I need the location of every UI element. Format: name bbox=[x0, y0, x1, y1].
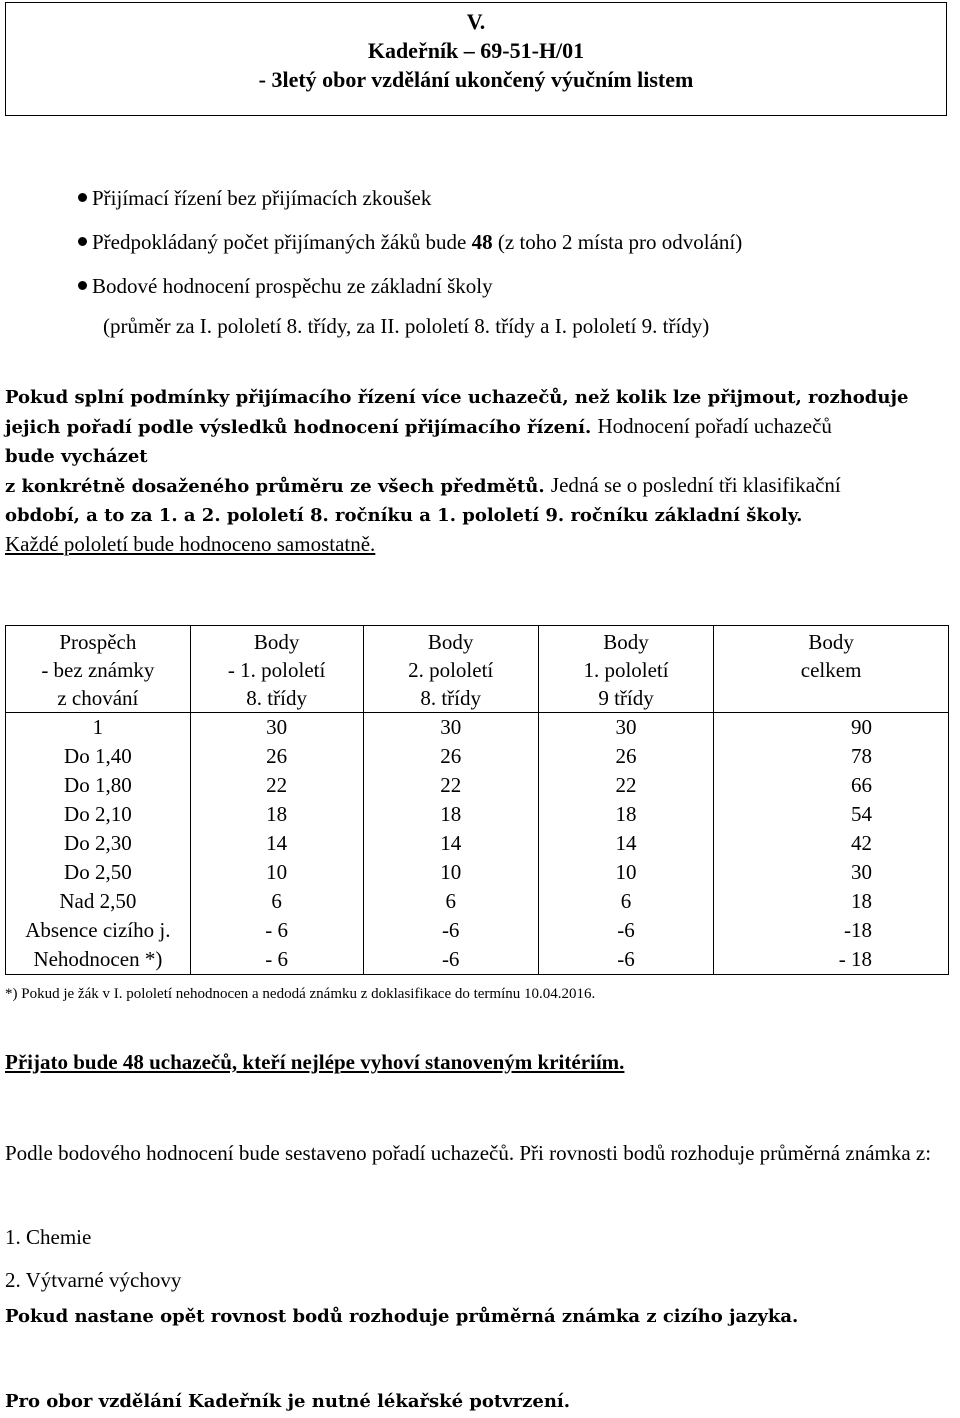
table-row: Do 2,30 14 14 14 42 bbox=[6, 829, 949, 858]
tiebreak-paragraph: Podle bodového hodnocení bude sestaveno pořadí uchazečů. Při rovnosti bodů rozhoduje průměrná známka z: bbox=[5, 1141, 932, 1165]
list-item: Přijímací řízení bez přijímacích zkoušek bbox=[78, 176, 938, 220]
list-item: 2. Výtvarné výchovy bbox=[5, 1268, 182, 1292]
table-header-row bbox=[6, 626, 949, 713]
table-row: Do 1,40 26 26 26 78 bbox=[6, 742, 949, 771]
list-item: Předpokládaný počet přijímaných žáků bude 48 (z toho 2 místa pro odvolání) bbox=[78, 220, 938, 264]
student-count: 48 bbox=[471, 230, 493, 254]
points-table bbox=[5, 625, 949, 975]
table-row: Do 2,10 18 18 18 54 bbox=[6, 800, 949, 829]
semester-note: Každé pololetí bude hodnoceno samostatně. bbox=[5, 532, 376, 556]
table-row: Do 1,80 22 22 22 66 bbox=[6, 771, 949, 800]
program-subtitle: - 3letý obor vzdělání ukončený výučním listem bbox=[258, 67, 694, 92]
header-cell: Body - 1. pololetí 8. třídy bbox=[190, 626, 363, 713]
table-row: Nehodnocen *) - 6 -6 -6 - 18 bbox=[6, 945, 949, 975]
header-cell: Body 2. pololetí 8. třídy bbox=[363, 626, 538, 713]
header-cell: Body 1. pololetí 9 třídy bbox=[538, 626, 713, 713]
criteria-list bbox=[78, 176, 938, 308]
table-row: 1 30 30 30 90 bbox=[6, 713, 949, 743]
program-title: Kadeřník – 69-51-H/01 bbox=[367, 38, 585, 63]
list-item: 1. Chemie bbox=[5, 1225, 92, 1249]
medical-requirement: Pro obor vzdělání Kadeřník je nutné lékařské potvrzení. bbox=[5, 1391, 571, 1412]
table-footnote: *) Pokud je žák v I. pololetí nehodnocen a nedodá známku z doklasifikace do termínu 10.04.2016. bbox=[5, 986, 596, 1002]
acceptance-statement: Přijato bude 48 uchazečů, kteří nejlépe vyhoví stanoveným kritériím. bbox=[5, 1050, 625, 1074]
header-box bbox=[5, 2, 947, 116]
language-tiebreak: Pokud nastane opět rovnost bodů rozhoduje průměrná známka z cizího jazyka. bbox=[5, 1306, 799, 1327]
average-note: (průměr za I. pololetí 8. třídy, za II. pololetí 8. třídy a I. pololetí 9. třídy) bbox=[103, 314, 710, 338]
table-row: Do 2,50 10 10 10 30 bbox=[6, 858, 949, 887]
section-number: V. bbox=[466, 9, 486, 34]
list-item: Bodové hodnocení prospěchu ze základní školy bbox=[78, 264, 938, 308]
table-row: Nad 2,50 6 6 6 18 bbox=[6, 887, 949, 916]
tiebreak-subjects bbox=[5, 1216, 181, 1302]
header-cell: Prospěch - bez známky z chování bbox=[6, 626, 191, 713]
ranking-paragraph: Pokud splní podmínky přijímacího řízení více uchazečů, než kolik lze přijmout, rozhoduje jejich pořadí podle výsledků hodnocení přijímacího řízení. Hodnocení pořadí uchazečů bude vycházet z konkrétně dosaženého průměru ze všech předmětů. Jedná se o poslední tři klasifikační období, a to za 1. a 2. pololetí 8. ročníku a 1. pololetí 9. ročníku základní školy. Každé pololetí bude hodnoceno samostatně. bbox=[5, 387, 909, 556]
header-cell: Body celkem bbox=[714, 626, 949, 713]
table-row: Absence cizího j. - 6 -6 -6 -18 bbox=[6, 916, 949, 945]
